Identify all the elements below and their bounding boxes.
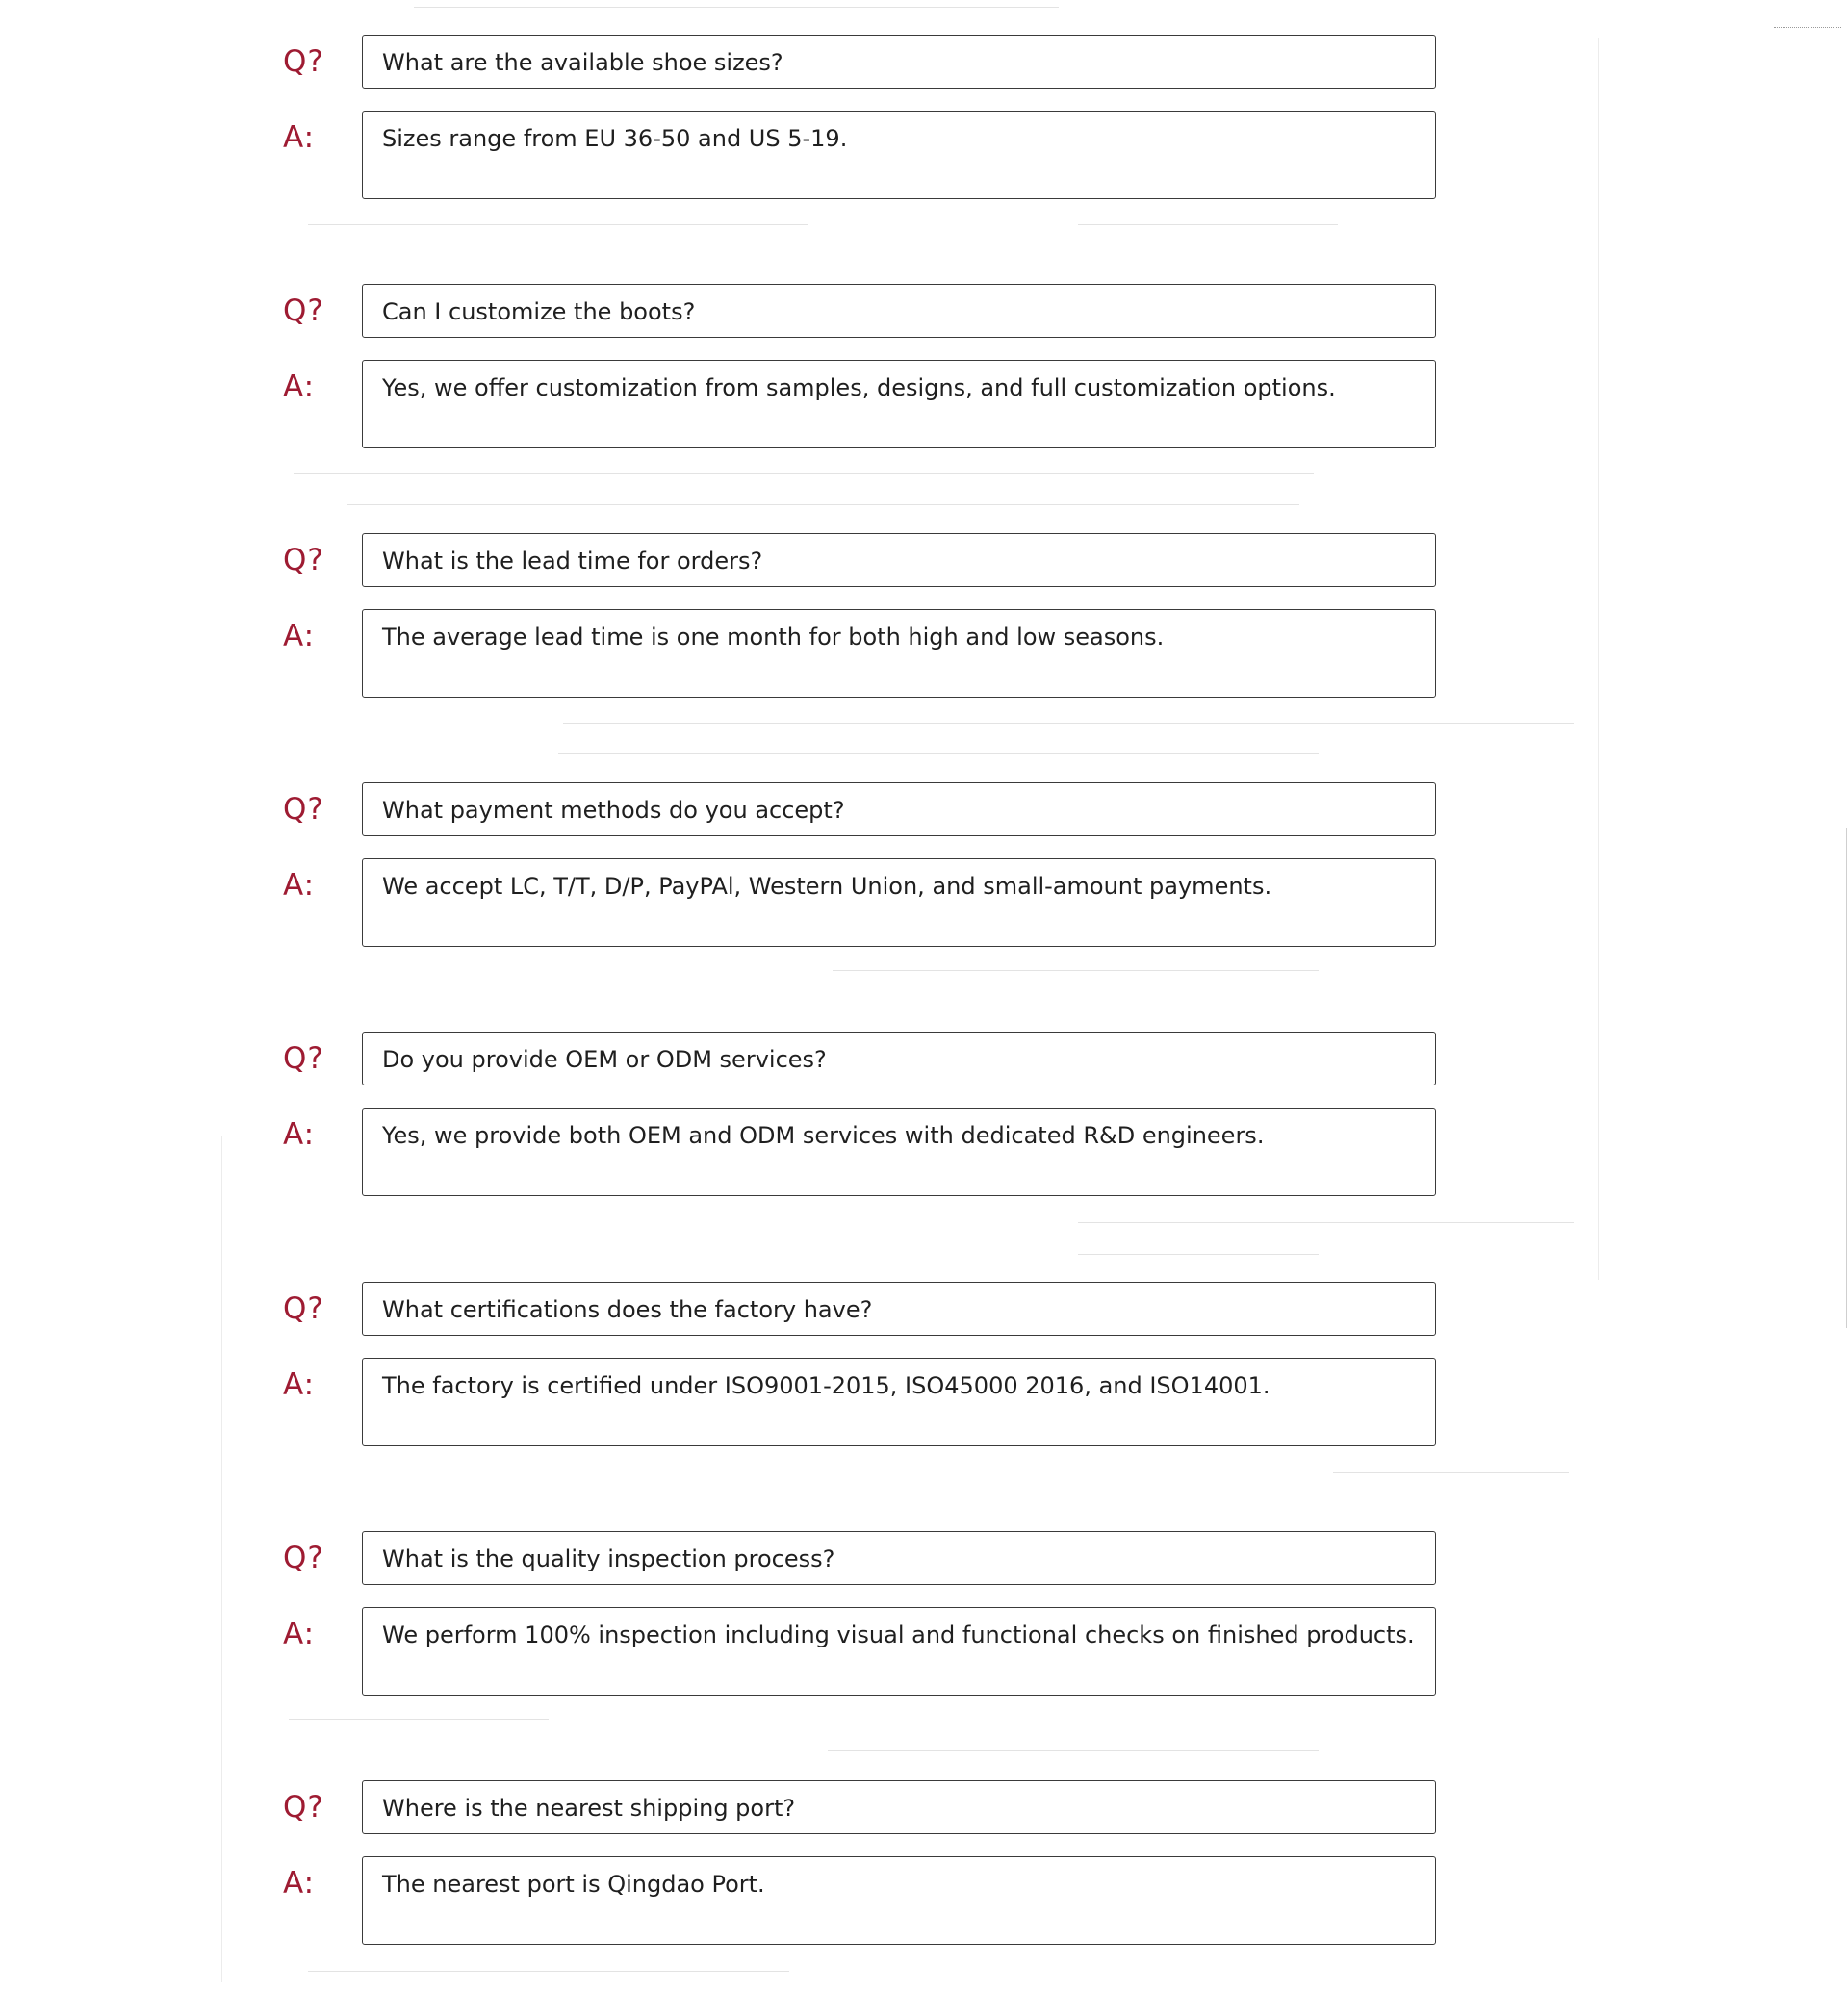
answer-box: [362, 111, 1436, 199]
question-marker: Q?: [283, 294, 324, 328]
scan-line: [221, 1136, 222, 1982]
question-box: [362, 782, 1436, 836]
question-row: [279, 284, 1453, 338]
question-text: What is the quality inspection process?: [382, 1545, 835, 1572]
answer-row: [279, 858, 1453, 947]
scan-line: [563, 723, 1574, 724]
answer-text: The average lead time is one month for both high and low seasons.: [382, 624, 1165, 651]
answer-text: Sizes range from EU 36-50 and US 5-19.: [382, 125, 848, 152]
question-marker: Q?: [283, 792, 324, 827]
answer-marker: A:: [283, 1866, 316, 1901]
answer-text: The factory is certified under ISO9001-2015, ISO45000 2016, and ISO14001.: [382, 1372, 1270, 1399]
question-row: [279, 1780, 1453, 1834]
answer-row: [279, 1856, 1453, 1945]
answer-row: [279, 1358, 1453, 1446]
answer-box: [362, 1856, 1436, 1945]
question-box: [362, 284, 1436, 338]
scan-line: [289, 1719, 549, 1720]
answer-marker: A:: [283, 120, 316, 155]
question-box: [362, 533, 1436, 587]
answer-text: We perform 100% inspection including visual and functional checks on finished products.: [382, 1622, 1415, 1648]
answer-text: Yes, we offer customization from samples, designs, and full customization options.: [382, 374, 1336, 401]
scan-line: [833, 970, 1319, 971]
answer-marker: A:: [283, 370, 316, 404]
scan-line: [1078, 224, 1338, 225]
scan-line: [1598, 38, 1599, 1280]
question-text: What certifications does the factory have?: [382, 1296, 873, 1323]
question-row: [279, 782, 1453, 836]
scan-line: [308, 224, 808, 225]
scan-line: [1078, 1254, 1319, 1255]
answer-box: [362, 1108, 1436, 1196]
answer-box: [362, 1607, 1436, 1696]
answer-box: [362, 1358, 1436, 1446]
question-row: [279, 1531, 1453, 1585]
question-row: [279, 1282, 1453, 1336]
question-row: [279, 35, 1453, 89]
answer-marker: A:: [283, 868, 316, 903]
answer-marker: A:: [283, 1367, 316, 1402]
answer-box: [362, 609, 1436, 698]
question-marker: Q?: [283, 1041, 324, 1076]
answer-marker: A:: [283, 1617, 316, 1651]
answer-box: [362, 360, 1436, 448]
question-text: What is the lead time for orders?: [382, 548, 763, 575]
question-text: Where is the nearest shipping port?: [382, 1795, 796, 1822]
scan-line: [1846, 828, 1847, 1328]
answer-row: [279, 111, 1453, 199]
answer-row: [279, 360, 1453, 448]
scan-line: [558, 753, 1319, 754]
question-text: What are the available shoe sizes?: [382, 49, 783, 76]
answer-marker: A:: [283, 619, 316, 653]
question-marker: Q?: [283, 1790, 324, 1825]
scan-line: [828, 1750, 1319, 1751]
question-row: [279, 1032, 1453, 1085]
question-box: [362, 35, 1436, 89]
answer-row: [279, 1108, 1453, 1196]
answer-text: The nearest port is Qingdao Port.: [382, 1871, 765, 1898]
question-text: Do you provide OEM or ODM services?: [382, 1046, 827, 1073]
question-row: [279, 533, 1453, 587]
question-marker: Q?: [283, 1541, 324, 1575]
scan-line: [346, 504, 1299, 505]
corner-mark: [1774, 10, 1841, 28]
answer-text: Yes, we provide both OEM and ODM services with dedicated R&D engineers.: [382, 1122, 1265, 1149]
question-marker: Q?: [283, 1291, 324, 1326]
question-box: [362, 1032, 1436, 1085]
scan-line: [1078, 1222, 1574, 1223]
scan-line: [294, 473, 1314, 474]
question-marker: Q?: [283, 543, 324, 577]
answer-marker: A:: [283, 1117, 316, 1152]
question-marker: Q?: [283, 44, 324, 79]
question-box: [362, 1780, 1436, 1834]
question-box: [362, 1282, 1436, 1336]
scan-line: [414, 7, 1059, 8]
question-box: [362, 1531, 1436, 1585]
answer-row: [279, 1607, 1453, 1696]
question-text: Can I customize the boots?: [382, 298, 696, 325]
scan-line: [1333, 1472, 1569, 1473]
answer-box: [362, 858, 1436, 947]
answer-text: We accept LC, T/T, D/P, PayPAl, Western Union, and small-amount payments.: [382, 873, 1272, 900]
answer-row: [279, 609, 1453, 698]
question-text: What payment methods do you accept?: [382, 797, 845, 824]
scan-line: [308, 1971, 789, 1972]
